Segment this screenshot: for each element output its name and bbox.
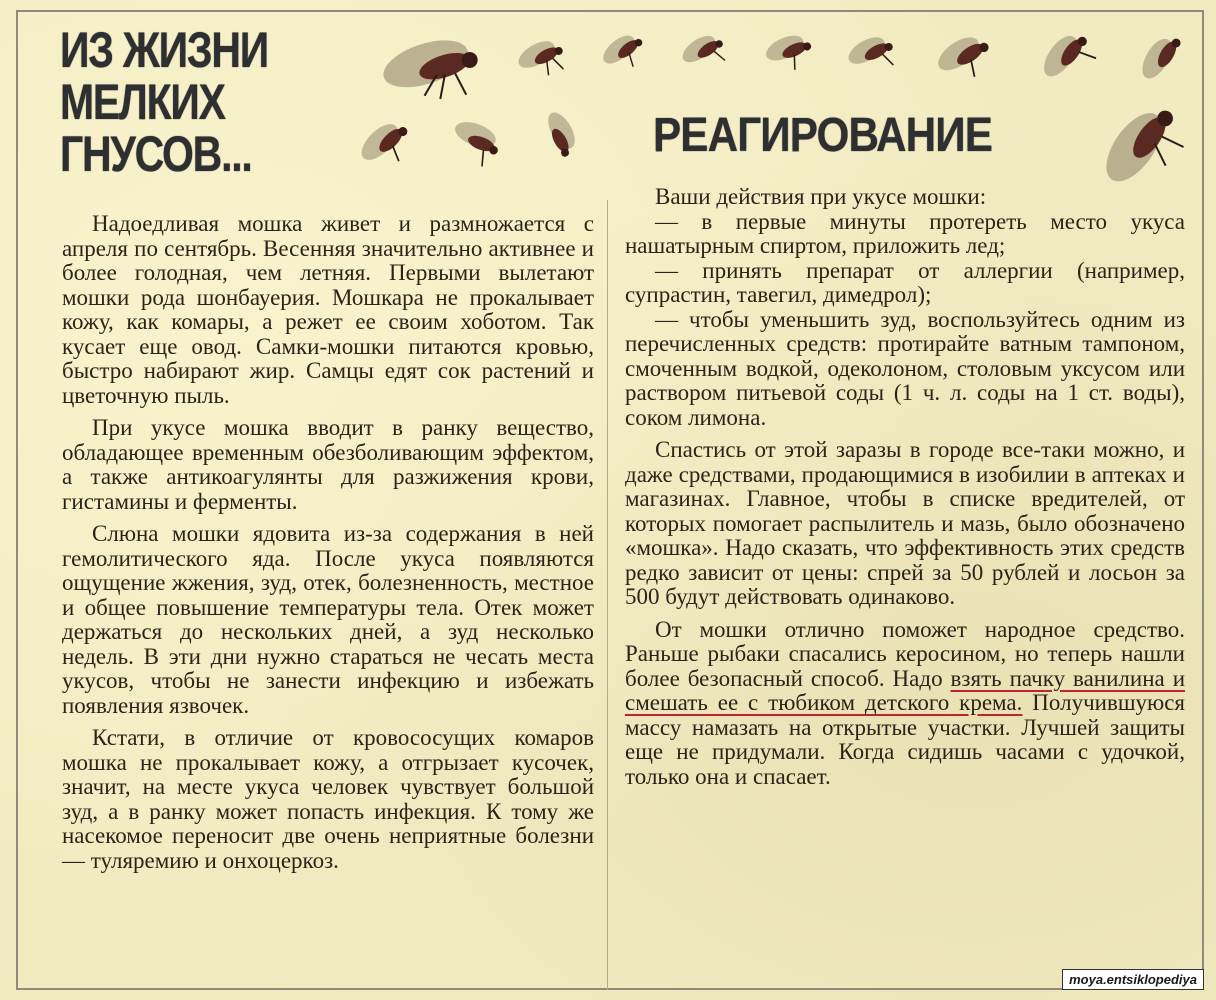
fly-icon	[530, 106, 590, 166]
watermark: moya.entsiklopediya	[1062, 969, 1204, 990]
paragraph: — принять препарат от аллергии (например, супрастин, тавегил, димедрол);	[625, 257, 1185, 307]
paragraph: Надоедливая мошка живет и размножается с апреля по сентябрь. Весенняя значительно активнее и более голодная, чем летняя. Первыми вылетают мошки рода шонбауерия. Мошкара не прокалывает кожу, как комары, а режет ее своим хоботом. Так кусает еще овод. Самки-мошки питаются кровью, быстро набирают жир. Самцы едят сок растений и цветочную пыль.	[62, 211, 594, 408]
headline: ИЗ ЖИЗНИ МЕЛКИХ ГНУСОВ...	[60, 22, 268, 182]
fly-icon	[512, 26, 572, 86]
fly-icon	[372, 22, 492, 112]
fly-icon	[1130, 24, 1196, 90]
fly-icon	[760, 20, 820, 80]
paragraph: При укусе мошка вводит в ранку вещество, обладающее временным обезболивающим эффектом, а также антикоагулянты для разжижения крови, гистамины и ферменты.	[62, 415, 594, 514]
fly-icon	[596, 22, 652, 78]
column-divider	[607, 200, 608, 990]
left-column	[62, 212, 594, 873]
paragraph: Кстати, в отличие от кровососущих комаров мошка не прокалывает кожу, а отгрызает кусочек, значит, на месте укуса человек чувствует большой зуд, а в ранку может попасть инфекция. К тому же насекомое переносит две очень неприятные болезни — туляремию и онхоцеркоз.	[62, 725, 594, 873]
paragraph: — в первые минуты протереть место укуса нашатырным спиртом, приложить лед;	[625, 208, 1185, 258]
paragraph: Спастись от этой заразы в городе все-таки можно, и даже средствами, продающимися в изобилии в аптеках и магазинах. Главное, чтобы в списке вредителей, от которых помогает распылитель и мазь, было обозначено «мошка». Надо сказать, что эффективность этих средств редко зависит от цены: спрей за 50 рублей и лосьон за 500 будут действовать одинаково.	[625, 437, 1185, 609]
paragraph: Ваши действия при укусе мошки:	[655, 184, 987, 209]
highlighted-text: взять пачку ванилина и смешать ее с тюбиком детского крема.	[625, 665, 1185, 715]
paragraph-text: Получившуюся массу намазать на открытые участки. Лучшей защиты еще не придумали. Когда сидишь часами с удочкой, только она и спасает.	[625, 690, 1186, 789]
fly-icon	[676, 22, 732, 78]
fly-icon	[1082, 96, 1200, 196]
right-column	[625, 185, 1185, 789]
paragraph: — чтобы уменьшить зуд, воспользуйтесь одним из перечисленных средств: протирайте ватным тампоном, смоченным водкой, одеколоном, столовым уксусом или раствором питьевой соды (1 ч. л. соды на 1 ст. воды), соком лимона.	[625, 306, 1185, 430]
fly-icon	[1032, 20, 1102, 90]
paragraph	[625, 618, 1185, 790]
section-title: РЕАГИРОВАНИЕ	[653, 109, 993, 162]
fly-icon	[446, 108, 510, 172]
fly-icon	[352, 108, 420, 176]
fly-icon	[842, 22, 902, 82]
fly-icon	[930, 20, 1000, 90]
paragraph-text: От мошки отлично поможет народное средство. Раньше рыбаки спасались керосином, но теперь нашли более безопасный способ. Надо	[625, 616, 1185, 691]
paragraph: Слюна мошки ядовита из-за содержания в ней гемолитического яда. После укуса появляются ощущение жжения, зуд, отек, болезненность, местное и общее повышение температуры тела. Отек может держаться до нескольких дней, а зуд несколько недель. В эти дни нужно стараться не чесать места укусов, чтобы не занести инфекцию и избежать появления язвочек.	[62, 521, 594, 718]
